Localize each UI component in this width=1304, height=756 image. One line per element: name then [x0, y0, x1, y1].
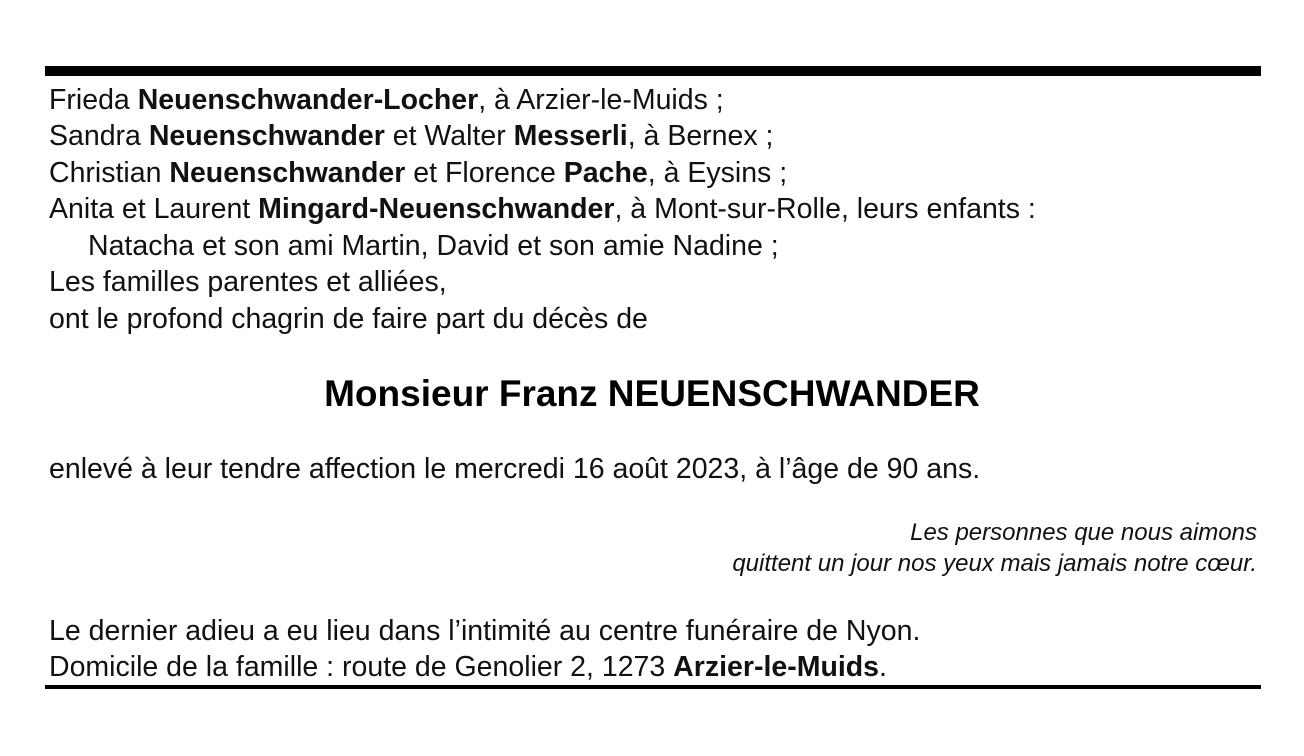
ceremony-line: Le dernier adieu a eu lieu dans l’intimité au centre funéraire de Nyon. — [49, 615, 921, 647]
top-rule — [45, 66, 1261, 76]
text-segment: , à Mont-sur-Rolle, leurs enfants : — [614, 193, 1036, 225]
announcement-line — [49, 301, 648, 337]
surname: Neuenschwander-Locher — [137, 84, 479, 116]
text-segment: Natacha et son ami Martin, David et son amie Nadine ; — [88, 230, 779, 262]
text-segment: Frieda — [49, 84, 138, 116]
text-segment: Anita et Laurent — [49, 193, 259, 225]
text-segment: ont le profond chagrin de faire part du décès de — [49, 303, 648, 335]
family-line-2 — [49, 118, 773, 154]
surname: Pache — [563, 157, 648, 189]
text-segment: . — [879, 651, 887, 683]
quote-line-2: quittent un jour nos yeux mais jamais notre cœur. — [732, 550, 1257, 577]
text-segment: et Florence — [405, 157, 564, 189]
death-date-line: enlevé à leur tendre affection le mercredi 16 août 2023, à l’âge de 90 ans. — [49, 453, 981, 485]
text-segment: Domicile de la famille : route de Genolier 2, 1273 — [49, 651, 674, 683]
families-line — [49, 264, 447, 300]
text-segment: , à Bernex ; — [627, 120, 774, 152]
family-line-3 — [49, 155, 787, 191]
family-line-1 — [49, 82, 724, 118]
surname: Mingard-Neuenschwander — [258, 193, 615, 225]
quote-line-1: Les personnes que nous aimons — [910, 519, 1257, 546]
domicile-town: Arzier-le-Muids — [673, 651, 880, 683]
surname: Messerli — [513, 120, 628, 152]
text-segment: Christian — [49, 157, 170, 189]
family-line-4 — [49, 191, 1036, 227]
text-segment: , à Arzier-le-Muids ; — [478, 84, 724, 116]
surname: Neuenschwander — [169, 157, 406, 189]
surname: Neuenschwander — [148, 120, 385, 152]
text-segment: Sandra — [49, 120, 149, 152]
grandchildren-line — [88, 228, 779, 264]
bottom-rule — [45, 685, 1261, 689]
text-segment: , à Eysins ; — [647, 157, 788, 189]
deceased-name: Monsieur Franz NEUENSCHWANDER — [324, 373, 980, 414]
text-segment: Les familles parentes et alliées, — [49, 266, 447, 298]
text-segment: et Walter — [384, 120, 514, 152]
domicile-line — [49, 649, 887, 685]
